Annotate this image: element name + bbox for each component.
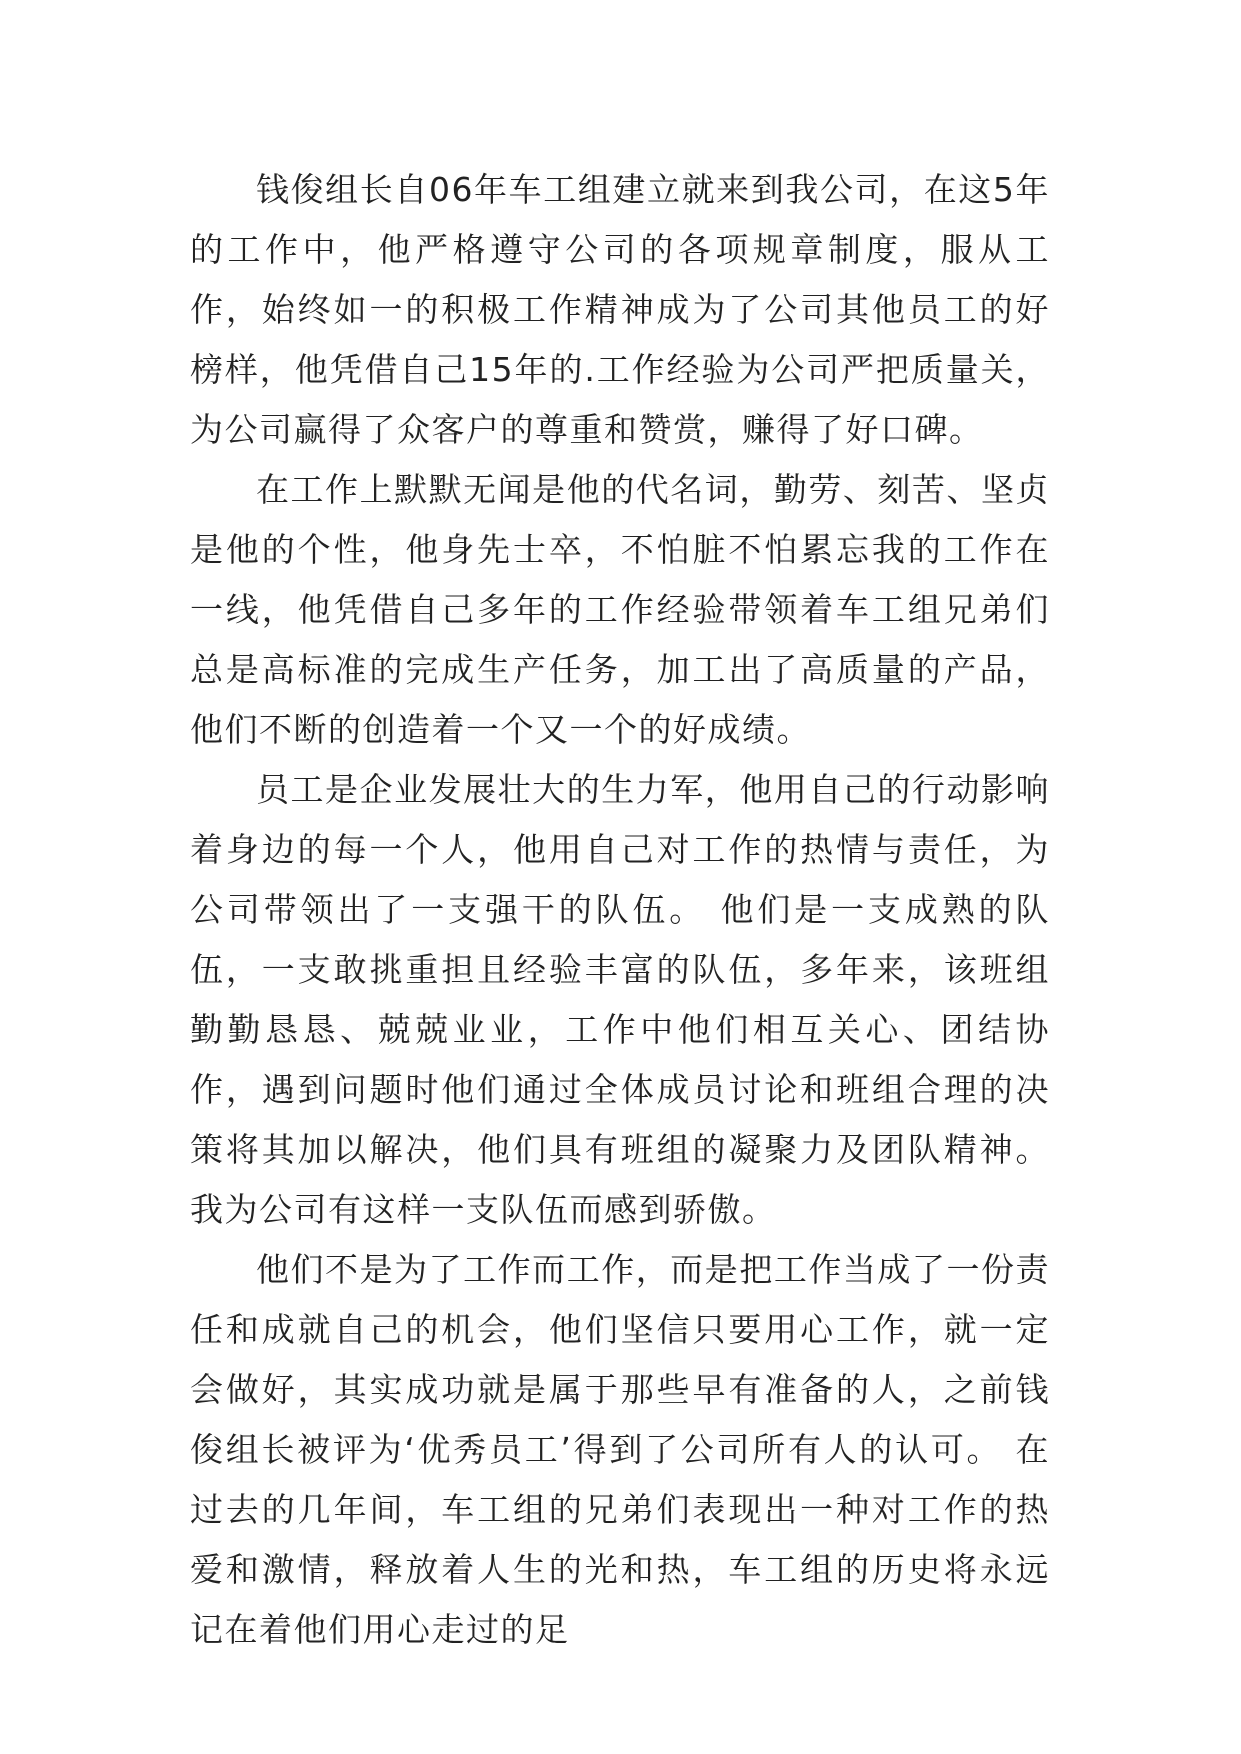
- paragraph-4: 他们不是为了工作而工作，而是把工作当成了一份责任和成就自己的机会，他们坚信只要用心工作，就一定会做好，其实成功就是属于那些早有准备的人，之前钱俊组长被评为‘优秀员工’得到了公司所有人的认可。 在过去的几年间，车工组的兄弟们表现出一种对工作的热爱和激情，释放着人生的光和热，车工组的历史将永远记在着他们用心走过的足: [190, 1250, 1050, 1649]
- paragraph-2: 在工作上默默无闻是他的代名词，勤劳、刻苦、坚贞是他的个性，他身先士卒，不怕脏不怕累忘我的工作在一线，他凭借自己多年的工作经验带领着车工组兄弟们总是高标准的完成生产任务，加工出了高质量的产品，他们不断的创造着一个又一个的好成绩。: [190, 470, 1050, 749]
- paragraph-1: 钱俊组长自06年车工组建立就来到我公司，在这5年的工作中，他严格遵守公司的各项规章制度，服从工作，始终如一的积极工作精神成为了公司其他员工的好榜样，他凭借自己15年的.工作经验为公司严把质量关，为公司赢得了众客户的尊重和赞赏，赚得了好口碑。: [190, 170, 1050, 449]
- paragraph-3: 员工是企业发展壮大的生力军，他用自己的行动影响着身边的每一个人，他用自己对工作的热情与责任，为公司带领出了一支强干的队伍。 他们是一支成熟的队伍，一支敢挑重担且经验丰富的队伍，多年来，该班组勤勤恳恳、兢兢业业，工作中他们相互关心、团结协作，遇到问题时他们通过全体成员讨论和班组合理的决策将其加以解决，他们具有班组的凝聚力及团队精神。我为公司有这样一支队伍而感到骄傲。: [190, 770, 1050, 1229]
- document-body: [190, 160, 1050, 1660]
